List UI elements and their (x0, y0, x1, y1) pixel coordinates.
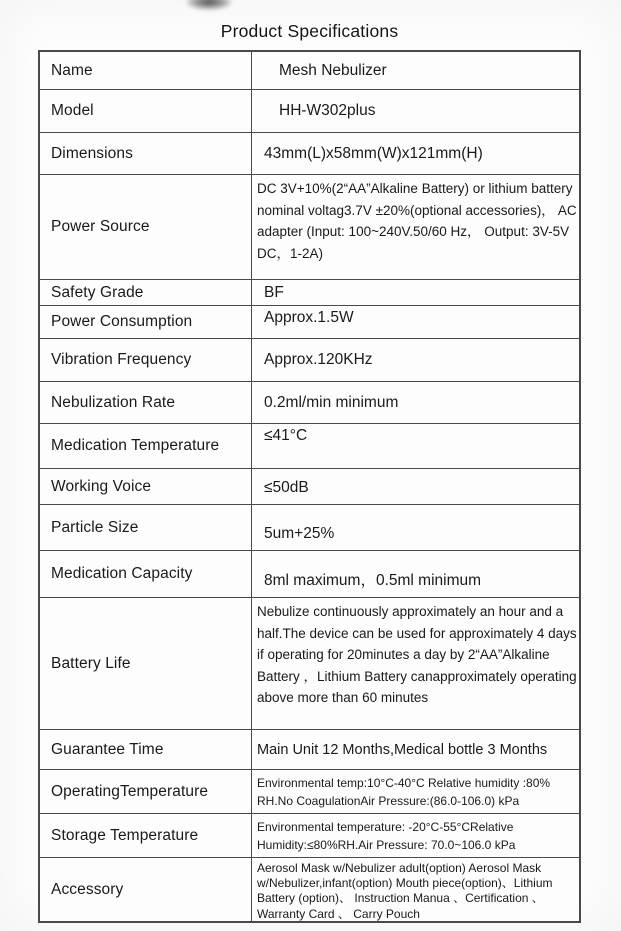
spec-label (40, 814, 252, 857)
spec-value-text: Approx.1.5W (264, 309, 354, 326)
spec-row-name (40, 52, 579, 90)
spec-label (40, 469, 252, 504)
spec-value-text: ≤41°C (264, 427, 308, 444)
spec-value-text: Main Unit 12 Months,Medical bottle 3 Months (257, 741, 548, 758)
spec-label (40, 175, 252, 279)
spec-label (40, 382, 252, 423)
photo-smudge-artifact (186, 0, 232, 10)
spec-value-text: 0.2ml/min minimum (264, 393, 399, 411)
spec-label (40, 339, 252, 381)
spec-row-medication-capacity (40, 551, 579, 598)
spec-label-text: Nebulization Rate (51, 393, 176, 411)
spec-row-medication-temperature (40, 424, 579, 469)
spec-row-working-voice (40, 469, 579, 505)
spec-row-model (40, 90, 579, 133)
spec-value (252, 598, 579, 729)
spec-label-text: Name (51, 61, 93, 79)
spec-value (252, 382, 579, 423)
spec-label (40, 52, 252, 89)
spec-value-text: HH-W302plus (279, 102, 376, 119)
spec-label-text: Power Source (51, 218, 150, 235)
spec-value (252, 551, 579, 597)
spec-label (40, 306, 252, 338)
spec-label-text: Vibration Frequency (51, 351, 192, 368)
spec-label (40, 505, 252, 550)
spec-row-safety-grade (40, 280, 579, 306)
spec-label (40, 858, 252, 921)
spec-label (40, 133, 252, 174)
spec-row-particle-size (40, 505, 579, 551)
spec-row-power-source (40, 175, 579, 280)
spec-value-text: 5um+25% (264, 525, 335, 542)
spec-label-text: Accessory (51, 880, 124, 898)
spec-value-text: Mesh Nebulizer (279, 61, 387, 79)
spec-value (252, 90, 579, 132)
spec-value-text: Environmental temperature: -20°C-55°CRelative Humidity:≤80%RH.Air Pressure: 70.0~106.0 kPa (257, 819, 516, 852)
page-title: Product Specifications (220, 21, 399, 41)
spec-value (252, 770, 579, 813)
spec-label (40, 551, 252, 597)
spec-row-guarantee-time (40, 730, 579, 770)
spec-value-text: Nebulize continuously approximately an hour and a half.The device can be used for approximately 4 days if operating for 20minutes a day by 2“AA”Alkaline Battery ，Lithium Battery canapproximately operating above more than 60 minutes (257, 604, 577, 705)
spec-value-text: ≤50dB (264, 479, 309, 496)
spec-label (40, 90, 252, 132)
spec-label-text: Medication Temperature (51, 437, 220, 454)
spec-label (40, 770, 252, 813)
spec-row-operatingtemperature (40, 770, 579, 814)
spec-table (38, 50, 581, 923)
spec-label-text: Safety Grade (51, 283, 144, 301)
spec-row-nebulization-rate (40, 382, 579, 424)
spec-value-text: DC 3V+10%(2“AA”Alkaline Battery) or lithium battery nominal voltag3.7V ±20%(optional accessories)， AC adapter (Input: 100~240V.50/60 Hz， Output: 3V-5V DC，1-2A) (257, 181, 577, 261)
spec-label (40, 598, 252, 729)
spec-value (252, 280, 579, 305)
spec-label-text: Medication Capacity (51, 565, 193, 582)
spec-row-dimensions (40, 133, 579, 175)
spec-label-text: Battery Life (51, 654, 131, 672)
spec-label-text: Dimensions (51, 144, 133, 162)
spec-label-text: Particle Size (51, 518, 139, 536)
spec-value (252, 730, 579, 769)
spec-value (252, 814, 579, 857)
spec-value-text: Environmental temp:10°C-40°C Relative humidity :80% RH.No CoagulationAir Pressure:(86.0-106.0) kPa (257, 775, 551, 808)
spec-value-text: 43mm(L)x58mm(W)x121mm(H) (264, 144, 483, 162)
spec-label (40, 424, 252, 468)
spec-value (252, 52, 579, 89)
spec-row-accessory (40, 858, 579, 921)
spec-label-text: Power Consumption (51, 313, 193, 330)
spec-label (40, 730, 252, 769)
spec-value (252, 339, 579, 381)
spec-row-battery-life (40, 598, 579, 730)
spec-value (252, 133, 579, 174)
spec-value-text: Approx.120KHz (264, 351, 373, 368)
spec-value (252, 505, 579, 550)
spec-label-text: Model (51, 102, 94, 119)
spec-value (252, 175, 579, 279)
spec-label (40, 280, 252, 305)
spec-value (252, 306, 579, 338)
spec-value (252, 858, 579, 921)
spec-value (252, 469, 579, 504)
spec-row-storage-temperature (40, 814, 579, 858)
spec-label-text: Storage Temperature (51, 826, 199, 844)
spec-value-text: BF (264, 283, 284, 301)
spec-value-text: Aerosol Mask w/Nebulizer adult(option) Aerosol Mask w/Nebulizer,infant(option) Mouth piece(option)、Lithium Battery (option)、 Instruction Manua 、Certification 、 Warranty Card 、 Carry Pouch (257, 861, 553, 921)
spec-value (252, 424, 579, 468)
spec-label-text: Working Voice (51, 477, 152, 495)
spec-label-text: Guarantee Time (51, 740, 164, 758)
spec-label-text: OperatingTemperature (51, 782, 209, 800)
spec-value-text: 8ml maximum，0.5ml minimum (264, 572, 482, 589)
spec-row-power-consumption (40, 306, 579, 339)
spec-row-vibration-frequency (40, 339, 579, 382)
